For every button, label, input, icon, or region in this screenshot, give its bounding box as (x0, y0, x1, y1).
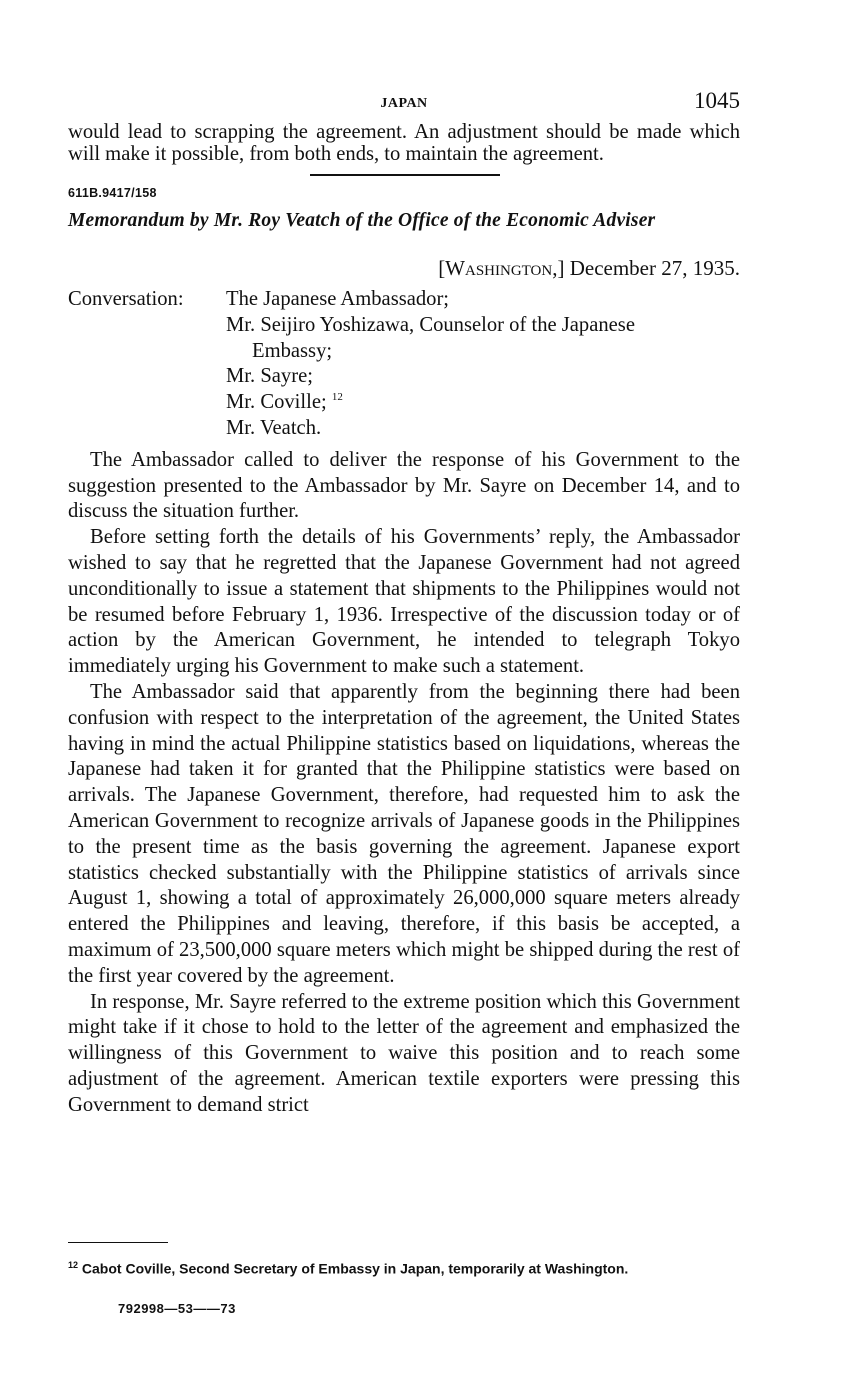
memorandum-title: Memorandum by Mr. Roy Veatch of the Office of the Economic Adviser (68, 210, 656, 231)
participant-list (226, 287, 740, 442)
footnote-text: Cabot Coville, Second Secretary of Embassy in Japan, temporarily at Washington. (81, 1260, 629, 1277)
participant-continuation: Embassy; (252, 339, 333, 362)
participant-name: Mr. Coville; (226, 391, 327, 414)
participant: Mr. Sayre; (226, 365, 313, 388)
page-header (68, 86, 740, 122)
page-number: 1045 (694, 88, 740, 113)
continued-paragraph: would lead to scrapping the agreement. An adjustment should be made which will make it possible, from both ends, to maintain the agreement. (68, 121, 740, 165)
running-head: JAPAN (380, 96, 428, 111)
footnote-divider (68, 1242, 168, 1243)
paragraph: In response, Mr. Sayre referred to the extreme position which this Government might take if it chose to hold to the letter of the agreement and emphasized the willingness of this Government to waive this position and to reach some adjustment of the agreement. American textile exporters were pressing this Government to demand strict (68, 990, 740, 1116)
participant: Mr. Seijiro Yoshizawa, Counselor of the Japanese (226, 313, 635, 336)
paragraph: Before setting forth the details of his Governments’ reply, the Ambassador wished to say that he regretted that the Japanese Government had not agreed unconditionally to issue a statement that shipments to the Philippines would not be resumed before February 1, 1936. Irrespective of the discussion today or of action by the American Government, he intended to telegraph Tokyo immediately urging his Government to make such a statement. (68, 526, 740, 678)
dateline-date: December 27, 1935. (564, 256, 740, 280)
dateline-place: [Washington,] (438, 256, 565, 280)
participant: The Japanese Ambassador; (226, 288, 450, 310)
print-code: 792998—53——73 (118, 1301, 236, 1316)
file-number: 611B.9417/158 (68, 186, 157, 200)
memorandum-text (68, 448, 740, 1119)
section-divider (310, 174, 500, 176)
paragraph: The Ambassador called to deliver the response of his Government to the suggestion presented to the Ambassador by Mr. Sayre on December 14, and to discuss the situation further. (68, 448, 740, 523)
footnote-ref[interactable]: 12 (331, 391, 343, 404)
dateline (68, 256, 740, 281)
participant: Mr. Veatch. (226, 416, 322, 439)
page-body (68, 86, 740, 1119)
footnote (68, 1256, 740, 1278)
conversation-label: Conversation: (68, 288, 184, 310)
conversation-block (68, 287, 740, 442)
paragraph: The Ambassador said that apparently from the beginning there had been confusion with respect to the interpretation of the agreement, the United States having in mind the actual Philippine statistics based on liquidations, whereas the Japanese had taken it for granted that the Philippine statistics were based on arrivals. The Japanese Government, therefore, had requested him to ask the American Government to recognize arrivals of Japanese goods in the Philippines to the present time as the basis governing the agreement. Japanese export statistics checked substantially with the Philippine statistics of arrivals since August 1, showing a total of approximately 26,000,000 square meters already entered the Philippines and leaving, therefore, if this basis be accepted, a maximum of 23,500,000 square meters which might be shipped during the rest of the first year covered by the agreement. (68, 680, 740, 987)
footnote-marker: 12 (68, 1260, 79, 1270)
participant (226, 390, 740, 416)
